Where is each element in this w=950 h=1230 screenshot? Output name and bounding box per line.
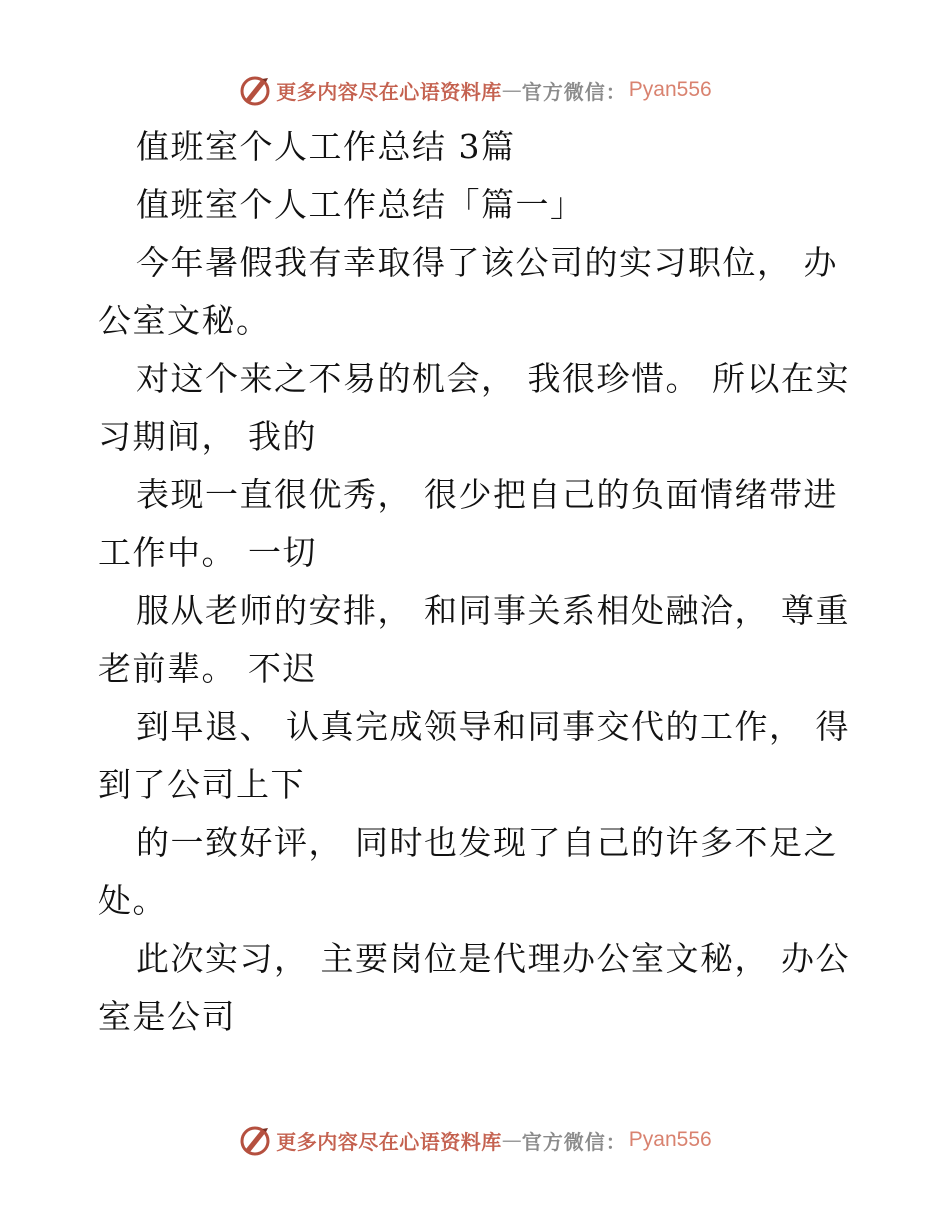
paragraph-line: 习期间， 我的 [98, 417, 317, 456]
paragraph-line: 服从老师的安排， 和同事关系相处融洽， 尊重 [136, 591, 850, 630]
paragraph-line: 到了公司上下 [98, 765, 305, 804]
banner-wechat-id: Pyan556 [628, 78, 712, 101]
pen-circle-logo-icon [238, 1123, 272, 1157]
footer-banner [0, 1120, 950, 1160]
banner-site-name: 更多内容尽在心语资料库 [276, 1129, 502, 1154]
banner-wechat-label: 官方微信： [521, 1129, 627, 1154]
paragraph-line: 表现一直很优秀， 很少把自己的负面情绪带进 [136, 475, 838, 514]
paragraph-line: 工作中。 一切 [98, 533, 317, 572]
paragraph-line: 到早退、 认真完成领导和同事交代的工作， 得 [136, 707, 850, 746]
banner-wechat-id: Pyan556 [628, 1128, 712, 1151]
banner-dash: — [501, 78, 522, 102]
paragraph-line: 处。 [98, 881, 167, 920]
paragraph-line: 今年暑假我有幸取得了该公司的实习职位， 办 [136, 243, 838, 282]
section-heading: 值班室个人工作总结「篇一」 [136, 185, 585, 224]
header-banner [0, 70, 950, 110]
paragraph-line: 此次实习， 主要岗位是代理办公室文秘， 办公 [136, 939, 850, 978]
document-title: 值班室个人工作总结 3篇 [136, 127, 516, 166]
pen-circle-logo-icon [238, 73, 272, 107]
banner-dash: — [501, 1128, 522, 1152]
paragraph-line: 室是公司 [98, 997, 236, 1036]
paragraph-line: 公室文秘。 [98, 301, 271, 340]
banner-wechat-label: 官方微信： [521, 79, 627, 104]
paragraph-line: 对这个来之不易的机会， 我很珍惜。 所以在实 [136, 359, 850, 398]
document-body [98, 118, 858, 1046]
paragraph-line: 的一致好评， 同时也发现了自己的许多不足之 [136, 823, 838, 862]
banner-site-name: 更多内容尽在心语资料库 [276, 79, 502, 104]
paragraph-line: 老前辈。 不迟 [98, 649, 317, 688]
